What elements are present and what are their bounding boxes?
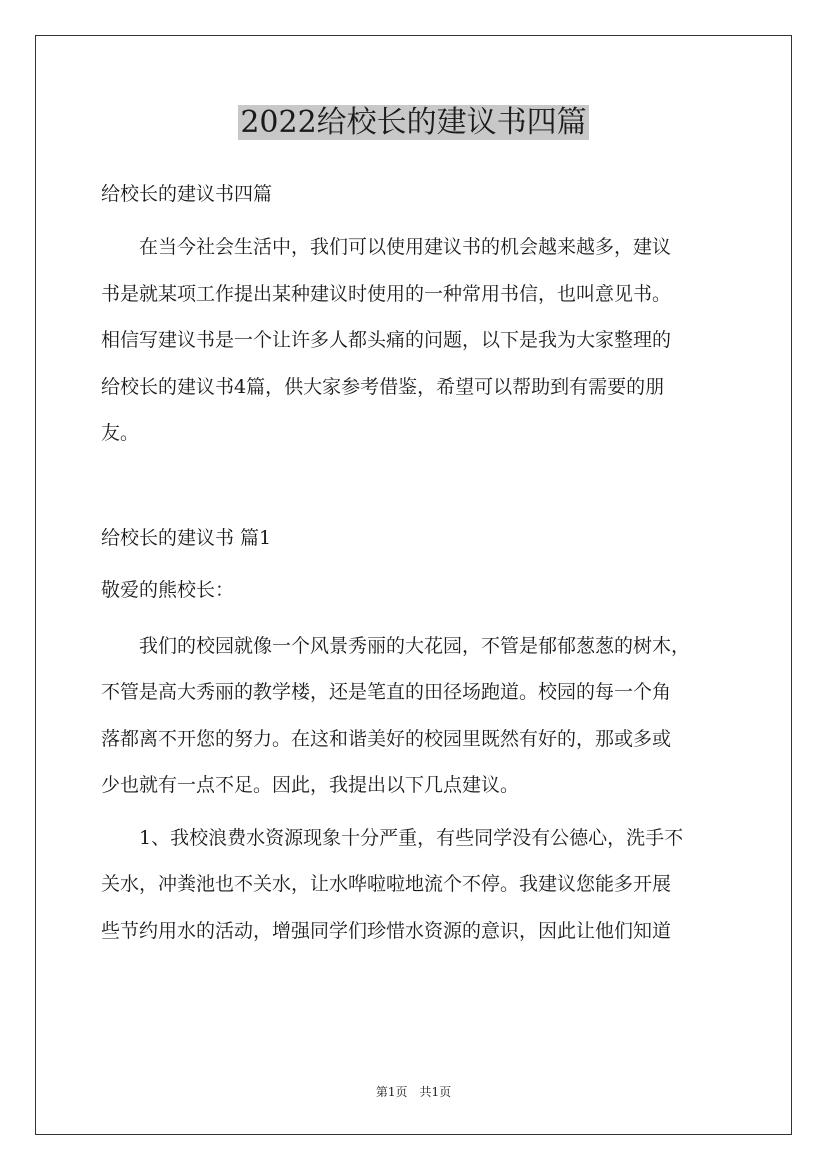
document-title (0, 102, 827, 144)
intro-line: 给校长的建议书4篇，供大家参考借鉴，希望可以帮助到有需要的朋 (101, 375, 665, 398)
salutation: 敬爱的熊校长： (101, 578, 235, 601)
page-footer: 第1页 共1页 (375, 1085, 452, 1099)
section-heading: 给校长的建议书 篇1 (101, 526, 272, 549)
body-line: 少也就有一点不足。因此，我提出以下几点建议。 (101, 774, 520, 796)
intro-line: 友。 (101, 422, 140, 444)
body-line: 些节约用水的活动，增强同学们珍惜水资源的意识，因此让他们知道 (101, 919, 672, 942)
document-body (101, 172, 727, 954)
body-line: 关水，冲粪池也不关水，让水哗啦啦地流个不停。我建议您能多开展 (101, 873, 672, 895)
subtitle: 给校长的建议书四篇 (101, 183, 273, 205)
intro-line: 书是就某项工作提出某种建议时使用的一种常用书信，也叫意见书。 (101, 282, 672, 305)
body-line: 我们的校园就像一个风景秀丽的大花园，不管是郁郁葱葱的树木， (101, 634, 691, 657)
intro-line: 在当今社会生活中，我们可以使用建议书的机会越来越多，建议 (101, 236, 672, 258)
body-line: 1、我校浪费水资源现象十分严重，有些同学没有公德心，洗手不 (101, 826, 684, 849)
intro-line: 相信写建议书是一个让许多人都头痛的问题，以下是我为大家整理的 (101, 329, 672, 351)
body-line: 不管是高大秀丽的教学楼，还是笔直的田径场跑道。校园的每一个角 (101, 681, 672, 703)
body-line: 落都离不开您的努力。在这和谐美好的校园里既然有好的，那或多或 (101, 727, 672, 750)
document-title-text: 2022给校长的建议书四篇 (240, 105, 587, 140)
